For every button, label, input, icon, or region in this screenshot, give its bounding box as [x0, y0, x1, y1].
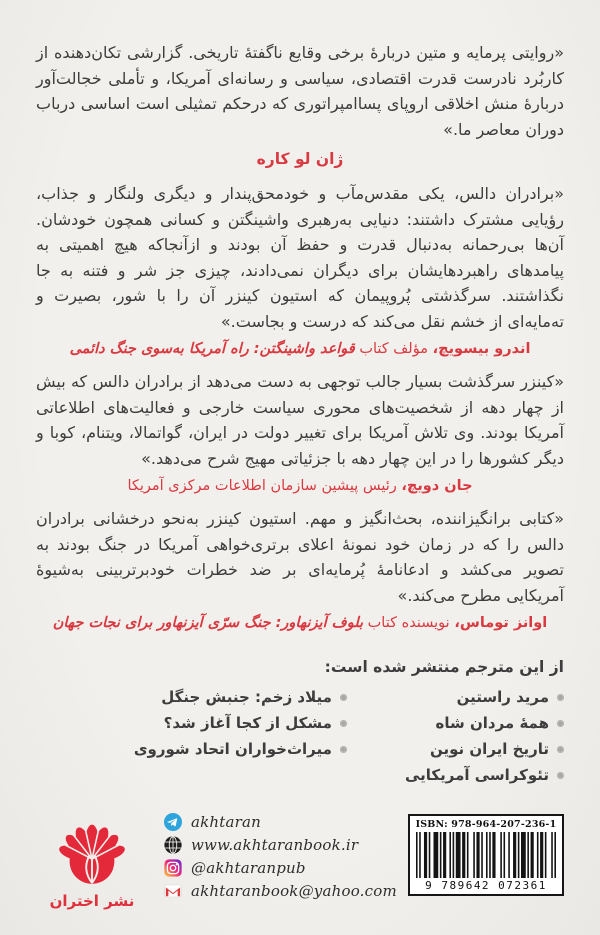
review-quote: «کینزر سرگذشت بسیار جالب توجهی به دست می‌دهد از برادران دالس که بیش از چهار دهه از شخصیت‌های محوری سیاست خارجی و فعالیت‌های اطلاعاتی آمریکا بودند. وی تلاش آمریکا برای تغییر دولت در ایران، گواتمالا، ویتنام، کوبا و دیگر کشورها را در این چهار دهه با جزئیاتی مهیج شرح می‌دهد.» [36, 372, 564, 468]
review-attribution [36, 338, 564, 360]
instagram-icon [164, 859, 182, 877]
publisher-name: نشر اختران [49, 892, 135, 910]
publication-item [405, 736, 564, 762]
publication-item [134, 736, 347, 762]
contact-website [164, 836, 408, 854]
publication-item [405, 684, 564, 710]
publications-column-right [405, 684, 564, 788]
translator-publications [36, 658, 564, 788]
reviewer-name: جان دویچ، [401, 478, 473, 494]
publication-title: مشکل از کجا آغاز شد؟ [163, 714, 332, 732]
publications-header: از این مترجم منتشر شده است: [324, 658, 564, 676]
reviewed-work-title: بلوف آیزنهاور: جنگ سرّی آیزنهاور برای نجات جهان [52, 615, 364, 631]
review-quote: «برادران دالس، یکی مقدس‌مآب و خودمحق‌پندار و دیگری ولنگار و جذاب، رؤیایی مشترک داشتند: دنیایی به‌رهبری واشینگتن و کسانی همچون خودشان. آن‌ها بی‌رحمانه به‌دنبال قدرت و حفظ آن بودند و ازآنجاکه هیچ اهمیتی به پیامدهای راهبردهایشان برای دیگران نمی‌دادند، چیزی جز شر و فتنه به جا نگذاشتند. سرگذشتی پُروپیمان که استیون کینزر آن را با شور، بصیرت و ته‌مایه‌ای از خشم نقل می‌کند که درست و بجاست.» [36, 184, 564, 331]
reviewed-work-title: قواعد واشینگتن: راه آمریکا به‌سوی جنگ دائمی [69, 341, 355, 357]
publication-title: میراث‌خواران اتحاد شوروی [133, 740, 332, 758]
barcode-bars [416, 832, 556, 878]
isbn-label: ISBN: 978-964-207-236-1 [415, 819, 557, 830]
contact-text: www.akhtaranbook.ir [191, 836, 359, 854]
publication-item [134, 710, 347, 736]
publication-item [134, 684, 347, 710]
contact-telegram [164, 813, 408, 831]
publisher-logo-block [42, 810, 142, 910]
publications-column-left [134, 684, 347, 762]
telegram-icon [164, 813, 182, 831]
review-quote: «روایتی پرمایه و متین دربارهٔ برخی وقایع ناگفتهٔ تاریخی. گزارشی تکان‌دهنده از کاربُرد نادرست قدرت اقتصادی، سیاسی و رسانه‌ای آمریکا، و تأملی خجالت‌آور دربارهٔ منش اخلاقی اروپای پساامپراتوری که درحکم تمثیلی است اساسی درباب دوران معاصر ما.» [36, 43, 564, 139]
reviewer-name: اوانز توماس، [454, 615, 548, 631]
bullet-icon [557, 746, 564, 753]
publisher-contacts [164, 813, 408, 900]
bullet-icon [557, 720, 564, 727]
publication-title: میلاد زخم: جنبش جنگل [161, 688, 332, 706]
lotus-logo-icon [52, 810, 132, 892]
publication-title: تئوکراسی آمریکایی [404, 766, 549, 784]
bullet-icon [340, 720, 347, 727]
reviewer-name: اندرو بیسویچ، [432, 341, 531, 357]
globe-icon [164, 836, 182, 854]
barcode-digits: 9 789642 072361 [425, 879, 547, 892]
bullet-icon [557, 772, 564, 779]
footer [36, 810, 564, 910]
contact-text: @akhtaranpub [191, 859, 306, 877]
bullet-icon [340, 746, 347, 753]
publication-title: تاریخ ایران نوین [429, 740, 549, 758]
review-attribution [36, 612, 564, 634]
publication-title: مرید راستین [456, 688, 549, 706]
contact-text: akhtaran [191, 813, 262, 831]
review-attribution [36, 475, 564, 497]
reviewer-name: ژان لو کاره [256, 150, 344, 168]
bullet-icon [340, 694, 347, 701]
contact-text: akhtaranbook@yahoo.com [191, 882, 397, 900]
reviewer-role: مؤلف کتاب [359, 341, 428, 357]
contact-instagram [164, 859, 408, 877]
review-quote: «کتابی برانگیزاننده، بحث‌انگیز و مهم. استیون کینزر به‌نحو درخشانی برادران دالس را که در زمان خود نمونهٔ اعلای برتری‌خواهی آمریکا در جنگ بودند به تصویر می‌کشد و ادعانامهٔ پُرمایه‌ای بر ضد خطرات خودبرتربینی به‌شیوهٔ آمریکایی مطرح می‌کند.» [36, 509, 564, 605]
email-icon [164, 882, 182, 900]
publication-item [405, 762, 564, 788]
reviewer-role: رئیس پیشین سازمان اطلاعات مرکزی آمریکا [127, 478, 397, 494]
publication-item [405, 710, 564, 736]
contact-email [164, 882, 408, 900]
bullet-icon [557, 694, 564, 701]
review-attribution [36, 148, 564, 170]
isbn-barcode [408, 814, 564, 896]
publication-title: همهٔ مردان شاه [435, 714, 549, 732]
reviewer-role: نویسنده کتاب [367, 615, 450, 631]
